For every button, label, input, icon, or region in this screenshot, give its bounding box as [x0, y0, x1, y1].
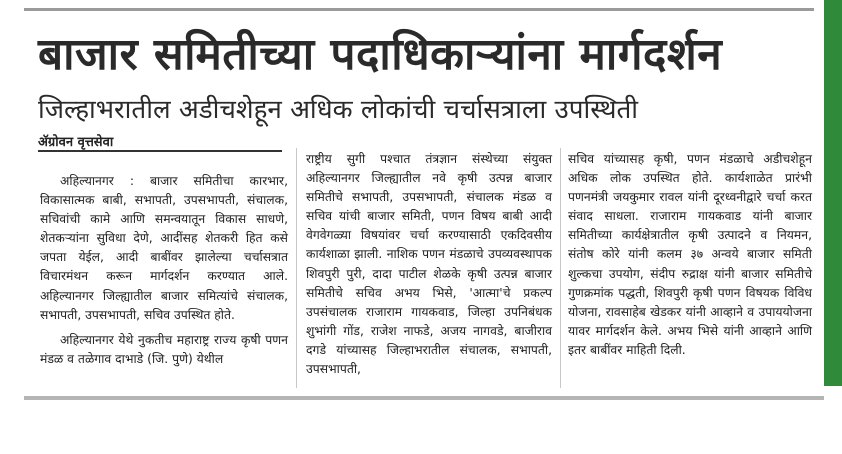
column-1-paragraph-2: अहिल्यानगर येथे नुकतीच महाराष्ट्र राज्य कृषी पणन मंडळ व तळेगाव दाभाडे (जि. पुणे) येथील [40, 332, 288, 366]
article-column-2 [306, 150, 552, 379]
column-2-paragraph-1: राष्ट्रीय सुगी पश्चात तंत्रज्ञान संस्थेच्या संयुक्त अहिल्यानगर जिल्ह्यातील नवे कृषी उत्पन्न बाजार समितीचे सभापती, उपसभापती, संचालक मंडळ व सचिव यांची बाजार समिती, पणन विषय बाबी आदी वेगवेगळ्या विषयांवर चर्चा करण्यासाठी एकदिवसीय कार्यशाळा झाली. नाशिक पणन मंडळाचे उपव्यवस्थापक शिवपुरी पुरी, दादा पाटील शेळके कृषी उत्पन्न बाजार समितीचे सचिव अभय भिसे, 'आत्मा'चे प्रकल्प उपसंचालक राजाराम गायकवाड, जिल्हा उपनिबंधक शुभांगी गोंड, राजेश नाफडे, अजय नागवडे, बाजीराव दगडे यांच्यासह जिल्हाभरातील संचालक, सभापती, उपसभापती, [306, 152, 552, 377]
bottom-rule [24, 396, 824, 400]
article-column-3 [568, 150, 812, 360]
green-side-bar [824, 0, 842, 386]
byline-underline [38, 150, 282, 152]
top-rule [24, 8, 814, 11]
byline: ॲग्रोवन वृत्तसेवा [38, 135, 114, 150]
article-column-1 [40, 172, 288, 369]
column-3-paragraph-1: सचिव यांच्यासह कृषी, पणन मंडळाचे अडीचशेहून अधिक लोक उपस्थित होते. कार्यशाळेत प्रारंभी पणनमंत्री जयकुमार रावल यांनी दूरध्वनीद्वारे चर्चा करत संवाद साधला. राजाराम गायकवाड यांनी बाजार समितीच्या कार्यक्षेत्रातील कृषी उत्पादने व नियमन, संतोष कोरे यांनी कलम ३७ अन्वये बाजार समिती शुल्कचा उपयोग, संदीप रुद्राक्ष यांनी बाजार समितीचे गुणक्रमांक पद्धती, शिवपुरी कृषी पणन विषयक विविध योजना, रावसाहेब खेडकर यांनी आव्हाने व उपाययोजना यावर मार्गदर्शन केले. अभय भिसे यांनी आव्हाने आणि इतर बाबींवर माहिती दिली. [568, 152, 812, 357]
column-1-paragraph-1: अहिल्यानगर : बाजार समितीचा कारभार, विकासात्मक बाबी, सभापती, उपसभापती, संचालक, सचिवांची कामे आणि समन्वयातून विकास साधणे, शेतकऱ्यांना सुविधा देणे, आदींसह शेतकरी हित कसे जपता येईल, आदी बाबींवर झालेल्या चर्चासत्रात विचारमंथन करून मार्गदर्शन करण्यात आले. अहिल्यानगर जिल्ह्यातील बाजार समित्यांचे संचालक, सभापती, उपसभापती, सचिव उपस्थित होते. [40, 174, 288, 322]
column-divider [560, 148, 561, 388]
column-divider [296, 148, 297, 388]
headline: बाजार समितीच्या पदाधिकाऱ्यांना मार्गदर्शन [38, 29, 723, 80]
subheadline: जिल्हाभरातील अडीचशेहून अधिक लोकांची चर्चासत्राला उपस्थिती [38, 95, 639, 125]
